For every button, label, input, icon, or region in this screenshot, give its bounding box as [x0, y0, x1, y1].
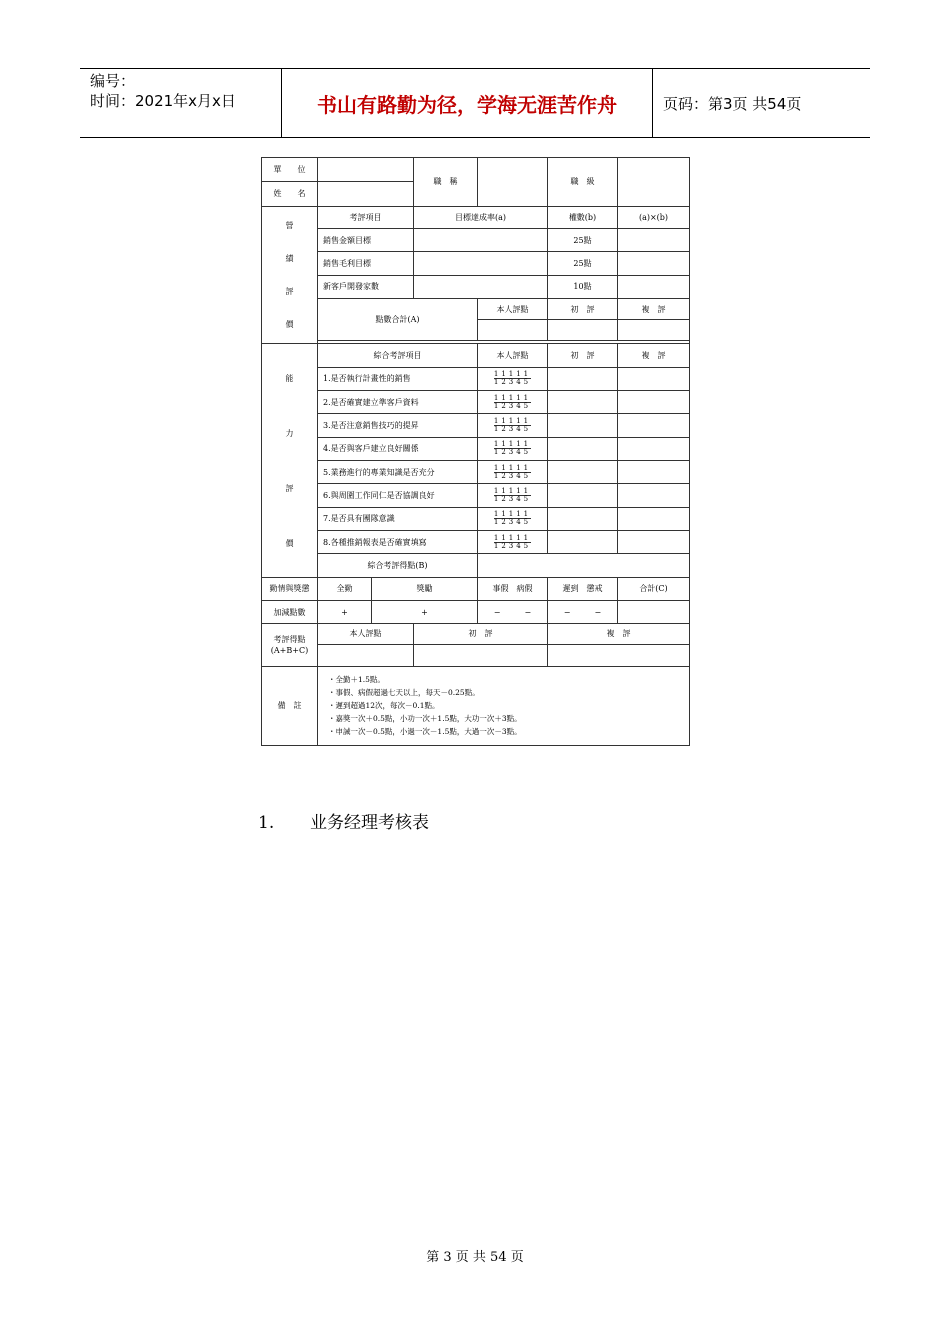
header-page-code: 页码：第3页 共54页 — [663, 94, 802, 113]
plus-minus-value: − − — [478, 600, 548, 623]
evaluation-form — [261, 157, 689, 746]
title-label: 職 稱 — [414, 158, 478, 207]
number-label: 编号： — [90, 72, 136, 90]
ability-total-label: 綜合考評得點(B) — [318, 554, 478, 577]
remarks-row — [262, 666, 690, 745]
remarks-label: 備 註 — [262, 666, 318, 745]
final-score-row — [262, 624, 690, 644]
perf-item-header: 考評項目 — [318, 206, 414, 228]
score-scale: $\frac{11111}{12345}$ — [478, 367, 548, 390]
unit-row — [262, 158, 690, 182]
page-header — [80, 68, 870, 138]
first-eval-label: 初 評 — [548, 298, 618, 319]
header-meta — [80, 69, 282, 137]
perf-item-label: 銷售毛利目標 — [318, 252, 414, 275]
unit-label: 單 位 — [262, 158, 318, 182]
ability-category: 能 力 評 價 — [262, 344, 318, 577]
score-scale: $\frac{11111}{12345}$ — [478, 414, 548, 437]
score-scale: $\frac{11111}{12345}$ — [478, 437, 548, 460]
self-eval-label: 本人評點 — [478, 298, 548, 319]
plus-minus-value: + — [318, 600, 372, 623]
grade-label: 職 級 — [548, 158, 618, 207]
perf-item-weight: 25點 — [548, 252, 618, 275]
caption-number: 1. — [258, 813, 275, 833]
ability-row — [262, 414, 690, 437]
final-first-eval-label: 初 評 — [414, 624, 548, 644]
perf-item-weight: 10點 — [548, 275, 618, 298]
page-footer: 第 3 页 共 54 页 — [426, 1250, 524, 1265]
score-scale: $\frac{11111}{12345}$ — [478, 484, 548, 507]
perf-row — [262, 275, 690, 298]
perf-total-row — [262, 298, 690, 319]
perf-item-label: 銷售金額目標 — [318, 228, 414, 251]
perf-row — [262, 228, 690, 251]
attendance-total: 合計(C) — [618, 577, 690, 600]
final-score-values — [262, 644, 690, 666]
ability-header-row — [262, 344, 690, 367]
attendance-item: 事假 病假 — [478, 577, 548, 600]
score-scale: $\frac{11111}{12345}$ — [478, 530, 548, 553]
second-eval-label: 複 評 — [618, 298, 690, 319]
name-value — [318, 182, 414, 206]
grade-value — [618, 158, 690, 207]
ability-second-eval-label: 複 評 — [618, 344, 690, 367]
final-self-eval-label: 本人評點 — [318, 624, 414, 644]
plus-minus-value: + — [372, 600, 478, 623]
plus-minus-label: 加減點數 — [262, 600, 318, 623]
ability-item-label: 8.各種推銷報表是否確實填寫 — [318, 530, 478, 553]
perf-category: 營 績 評 價 — [262, 206, 318, 344]
remarks-text: ・全勤＋1.5點。 ・事假、病假超過七天以上，每天－0.25點。 ・遲到超過12次，每次－0.1點。 ・嘉獎一次＋0.5點，小功一次＋1.5點，大功一次＋3點。 ・申誡一次－0.5點，小過一次－1.5點，大過一次－3點。 — [318, 666, 690, 745]
ability-self-eval-label: 本人評點 — [478, 344, 548, 367]
perf-item-weight: 25點 — [548, 228, 618, 251]
ability-item-label: 7.是否具有團隊意識 — [318, 507, 478, 530]
ability-row — [262, 437, 690, 460]
perf-product-header: (a)×(b) — [618, 206, 690, 228]
ability-item-label: 4.是否與客戶建立良好關係 — [318, 437, 478, 460]
ability-item-label: 6.與周圍工作同仁是否協調良好 — [318, 484, 478, 507]
evaluation-table — [261, 157, 690, 746]
ability-total-row — [262, 554, 690, 577]
final-score-label: 考評得點 (A+B+C) — [262, 624, 318, 667]
final-second-eval-label: 複 評 — [548, 624, 690, 644]
score-scale: $\frac{11111}{12345}$ — [478, 391, 548, 414]
ability-row — [262, 367, 690, 390]
ability-item-label: 2.是否確實建立準客戶資料 — [318, 391, 478, 414]
perf-row — [262, 252, 690, 275]
attendance-item: 全勤 — [318, 577, 372, 600]
perf-rate-header: 目標達成率(a) — [414, 206, 548, 228]
perf-item-label: 新客戶開發家數 — [318, 275, 414, 298]
perf-header-row — [262, 206, 690, 228]
section-caption — [258, 808, 429, 833]
attendance-row — [262, 577, 690, 600]
attendance-item: 遲到 懲戒 — [548, 577, 618, 600]
ability-row — [262, 530, 690, 553]
ability-row — [262, 484, 690, 507]
header-motto: 书山有路勤为径，学海无涯苦作舟 — [282, 69, 653, 137]
unit-value — [318, 158, 414, 182]
points-total-label: 點數合計(A) — [318, 298, 478, 341]
attendance-item: 獎勵 — [372, 577, 478, 600]
ability-item-label: 1.是否執行計畫性的銷售 — [318, 367, 478, 390]
ability-item-header: 綜合考評項目 — [318, 344, 478, 367]
ability-item-label: 5.業務進行的專業知識是否充分 — [318, 461, 478, 484]
ability-first-eval-label: 初 評 — [548, 344, 618, 367]
name-label: 姓 名 — [262, 182, 318, 206]
score-scale: $\frac{11111}{12345}$ — [478, 461, 548, 484]
perf-weight-header: 權數(b) — [548, 206, 618, 228]
ability-item-label: 3.是否注意銷售技巧的提昇 — [318, 414, 478, 437]
attendance-label: 勤情與獎懲 — [262, 577, 318, 600]
caption-text: 业务经理考核表 — [310, 813, 429, 833]
ability-row — [262, 391, 690, 414]
time-label: 时间：2021年x月x日 — [90, 92, 236, 110]
plus-minus-row — [262, 600, 690, 623]
title-value — [478, 158, 548, 207]
ability-row — [262, 461, 690, 484]
plus-minus-value: − − — [548, 600, 618, 623]
score-scale: $\frac{11111}{12345}$ — [478, 507, 548, 530]
ability-row — [262, 507, 690, 530]
